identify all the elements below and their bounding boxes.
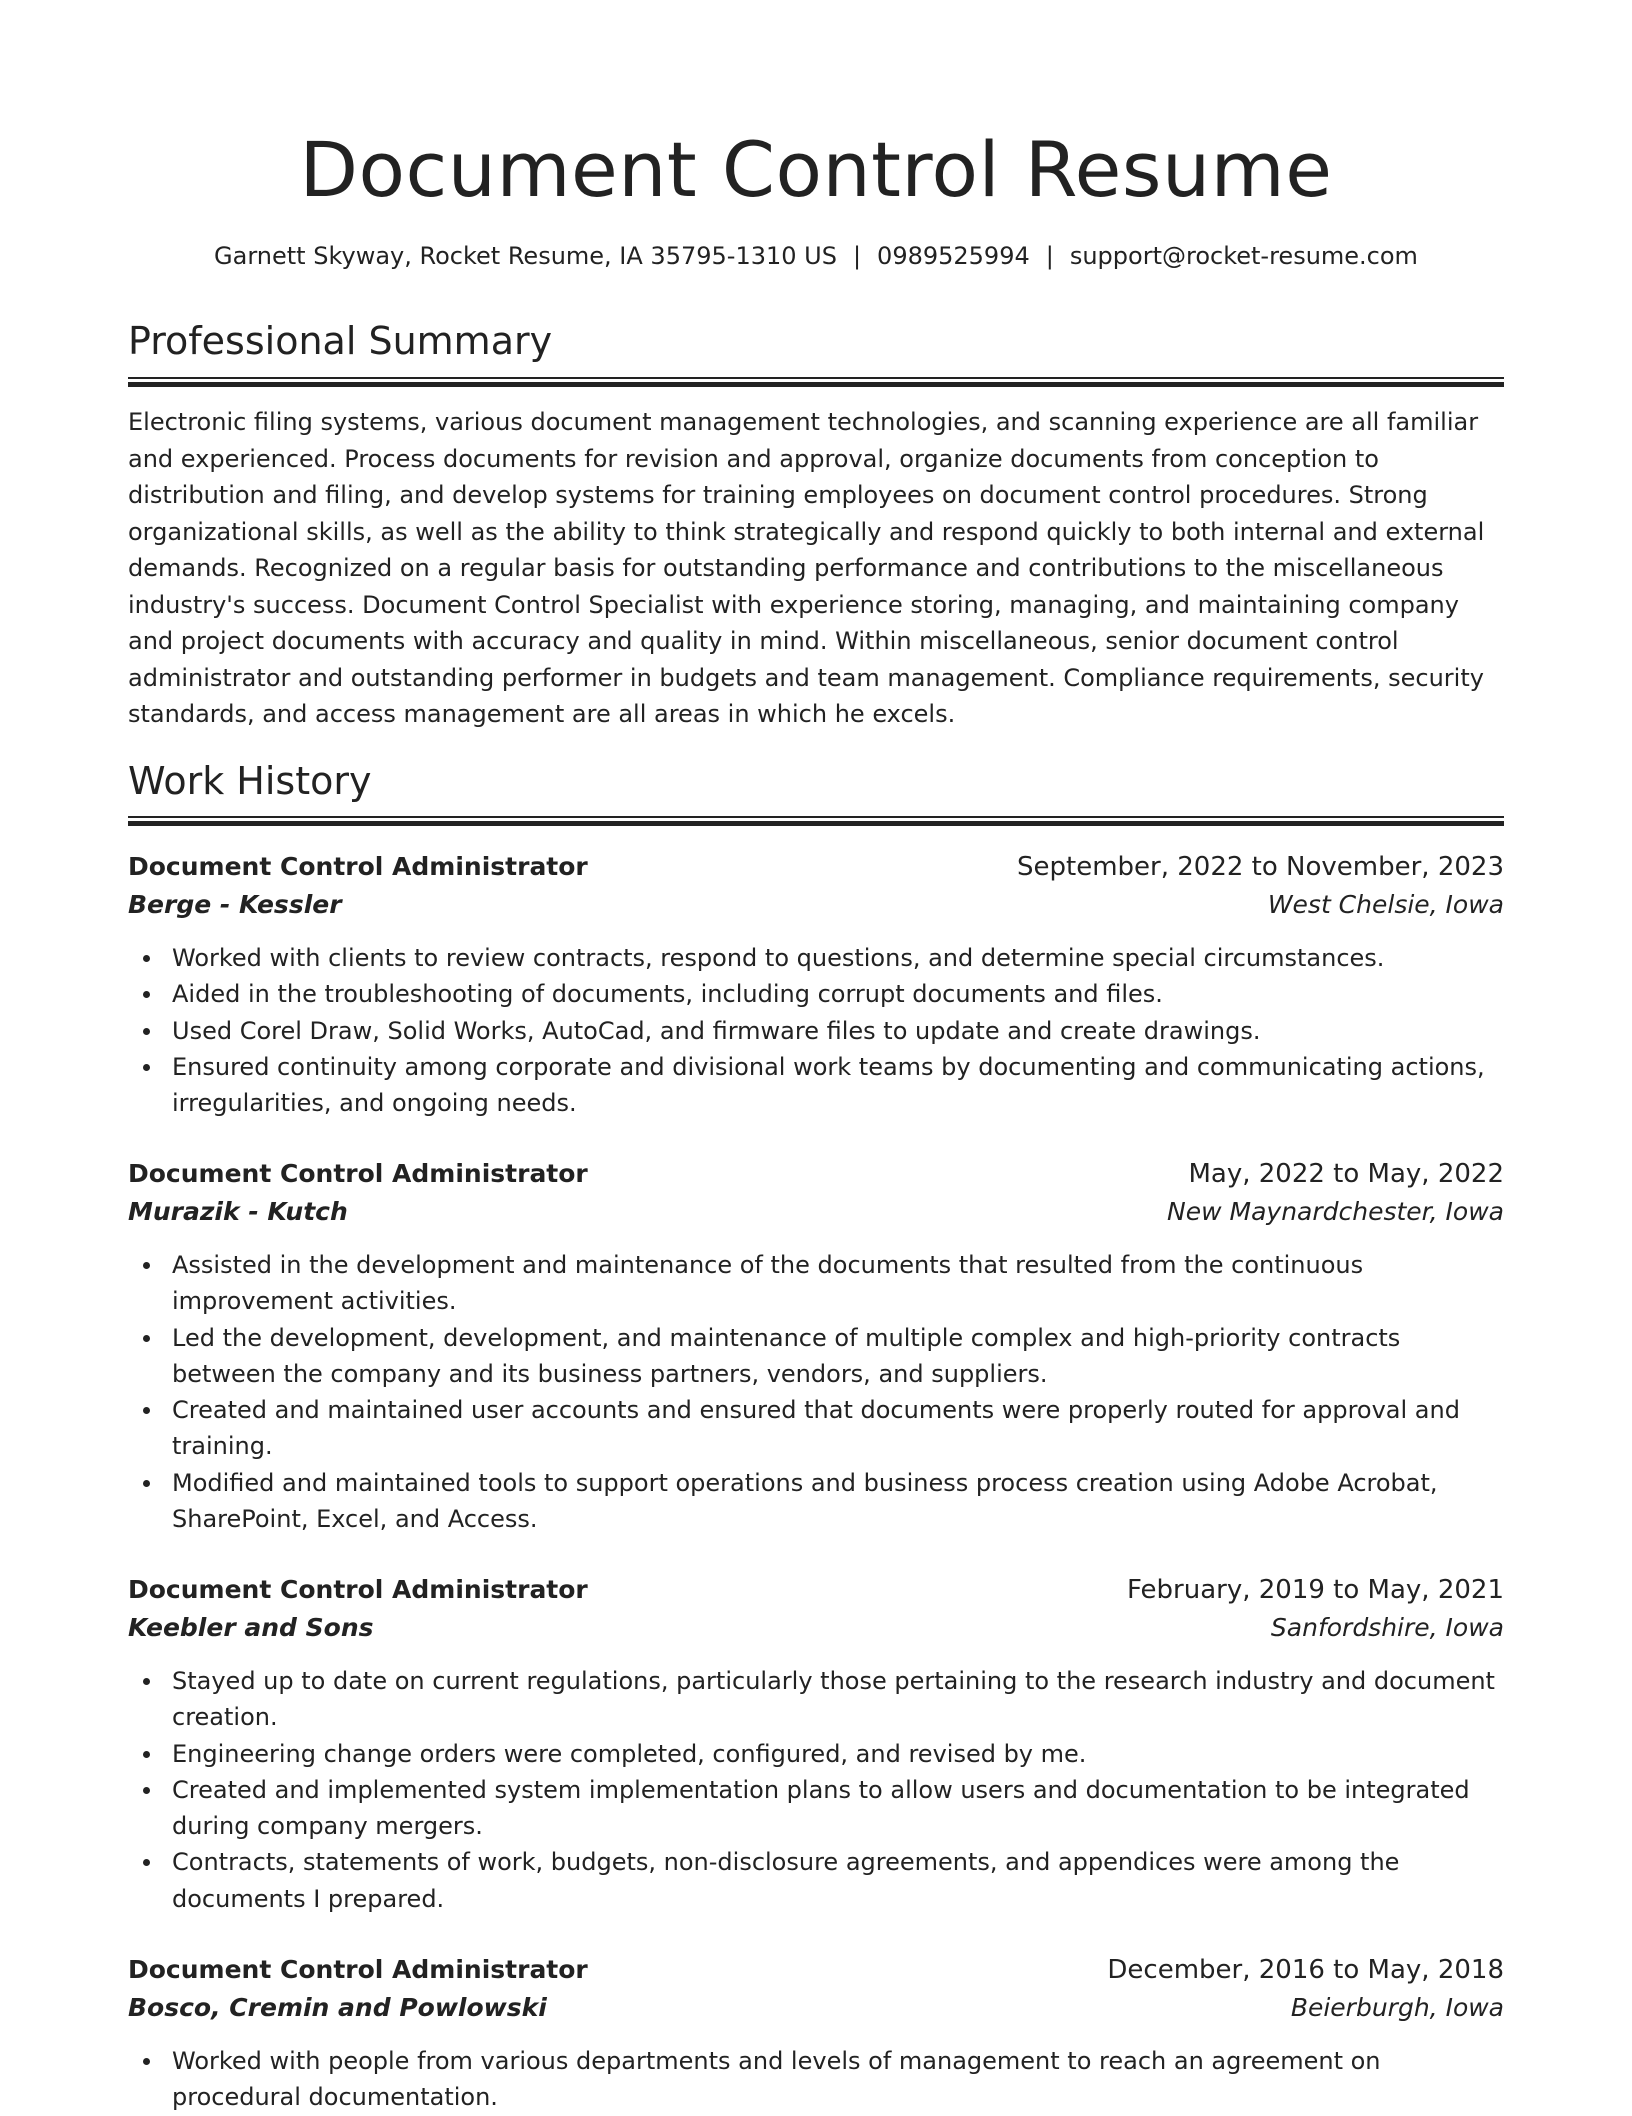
email: support@rocket-resume.com — [1069, 242, 1418, 270]
job-dates: May, 2022 to May, 2022 — [1188, 1159, 1504, 1189]
job-entry — [128, 848, 1504, 1121]
job-location: Beierburgh, Iowa — [1290, 1993, 1504, 2022]
job-bullets — [128, 2043, 1504, 2116]
list-item: Stayed up to date on current regulations, particularly those pertaining to the research industry and document creation. — [128, 1663, 1504, 1736]
job-company-row — [128, 1989, 1504, 2027]
list-item: Engineering change orders were completed, configured, and revised by me. — [128, 1736, 1504, 1772]
job-entry — [128, 1155, 1504, 1537]
list-item: Worked with people from various departments and levels of management to reach an agreement on procedural documentation. — [128, 2043, 1504, 2116]
list-item: Used Corel Draw, Solid Works, AutoCad, and firmware files to update and create drawings. — [128, 1013, 1504, 1049]
job-company: Murazik - Kutch — [128, 1197, 348, 1226]
page-title: Document Control Resume — [299, 125, 1333, 214]
job-company: Bosco, Cremin and Powlowski — [128, 1993, 547, 2022]
section-heading-work-history: Work History — [128, 759, 372, 803]
job-header-row — [128, 1571, 1504, 1609]
section-rule — [128, 377, 1504, 387]
section-heading-summary: Professional Summary — [128, 319, 553, 363]
list-item: Created and maintained user accounts and ensured that documents were properly routed for approval and training. — [128, 1392, 1504, 1465]
job-company-row — [128, 886, 1504, 924]
job-header-row — [128, 1155, 1504, 1193]
job-bullets — [128, 1247, 1504, 1537]
address: Garnett Skyway, Rocket Resume, IA 35795-1310 US — [214, 242, 837, 270]
job-company: Berge - Kessler — [128, 890, 342, 919]
list-item: Assisted in the development and maintenance of the documents that resulted from the continuous improvement activities. — [128, 1247, 1504, 1320]
job-location: Sanfordshire, Iowa — [1270, 1613, 1504, 1642]
job-title: Document Control Administrator — [128, 1159, 588, 1188]
job-entry — [128, 1571, 1504, 1917]
job-title: Document Control Administrator — [128, 1575, 588, 1604]
separator: | — [1045, 242, 1054, 270]
contact-line — [0, 238, 1632, 274]
list-item: Worked with clients to review contracts, respond to questions, and determine special circumstances. — [128, 940, 1504, 976]
job-title: Document Control Administrator — [128, 852, 588, 881]
list-item: Contracts, statements of work, budgets, non-disclosure agreements, and appendices were among the documents I prepared. — [128, 1844, 1504, 1917]
list-item: Ensured continuity among corporate and divisional work teams by documenting and communicating actions, irregularities, and ongoing needs. — [128, 1049, 1504, 1122]
job-bullets — [128, 1663, 1504, 1917]
job-title: Document Control Administrator — [128, 1955, 588, 1984]
list-item: Modified and maintained tools to support operations and business process creation using Adobe Acrobat, SharePoint, Excel, and Access. — [128, 1465, 1504, 1538]
job-location: West Chelsie, Iowa — [1267, 890, 1504, 919]
job-company: Keebler and Sons — [128, 1613, 374, 1642]
list-item: Aided in the troubleshooting of documents, including corrupt documents and files. — [128, 976, 1504, 1012]
list-item: Led the development, development, and maintenance of multiple complex and high-priority contracts between the company and its business partners, vendors, and suppliers. — [128, 1320, 1504, 1393]
job-header-row — [128, 848, 1504, 886]
job-dates: September, 2022 to November, 2023 — [1017, 852, 1504, 882]
job-location: New Maynardchester, Iowa — [1167, 1197, 1504, 1226]
job-company-row — [128, 1193, 1504, 1231]
separator: | — [852, 242, 862, 270]
job-dates: December, 2016 to May, 2018 — [1107, 1955, 1504, 1985]
list-item: Created and implemented system implementation plans to allow users and documentation to be integrated during company mergers. — [128, 1772, 1504, 1845]
job-header-row — [128, 1951, 1504, 1989]
job-entry — [128, 1951, 1504, 2116]
phone: 0989525994 — [877, 242, 1030, 270]
job-bullets — [128, 940, 1504, 1121]
job-company-row — [128, 1609, 1504, 1647]
section-rule — [128, 816, 1504, 826]
job-dates: February, 2019 to May, 2021 — [1127, 1575, 1504, 1605]
summary-text: Electronic filing systems, various document management technologies, and scanning experience are all familiar and experienced. Process documents for revision and approval, organize documents from conception to distribution and filing, and develop systems for training employees on document control procedures. Strong organizational skills, as well as the ability to think strategically and respond quickly to both internal and external demands. Recognized on a regular basis for outstanding performance and contributions to the miscellaneous industry's success. Document Control Specialist with experience storing, managing, and maintaining company and project documents with accuracy and quality in mind. Within miscellaneous, senior document control administrator and outstanding performer in budgets and team management. Compliance requirements, security standards, and access management are all areas in which he excels. — [128, 408, 1485, 728]
